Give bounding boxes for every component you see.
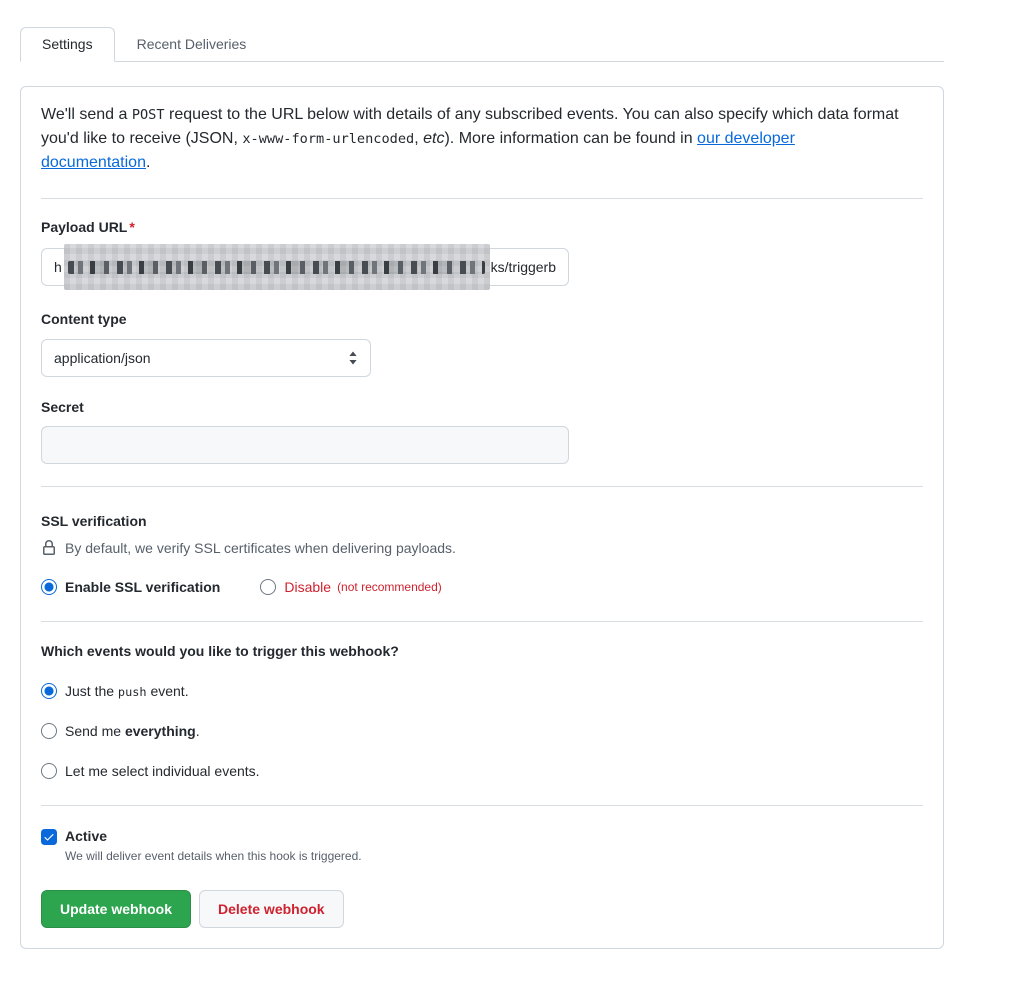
content-type-label: Content type: [41, 311, 127, 327]
tab-settings[interactable]: Settings: [20, 27, 115, 62]
everything-pre: Send me: [65, 723, 125, 739]
payload-url-label: [41, 219, 923, 235]
payload-url-visible-prefix: h: [54, 259, 62, 275]
ssl-verification-heading: SSL verification: [41, 513, 147, 529]
secret-input[interactable]: [41, 426, 569, 464]
everything-label[interactable]: [65, 723, 200, 739]
intro-etc: etc: [423, 130, 445, 147]
just-push-radio[interactable]: [41, 683, 57, 699]
intro-part2: request to the URL below with details of any subscribed events. You can also specify which data format you'd like to receive (JSON,: [41, 106, 899, 147]
events-heading: Which events would you like to trigger this webhook?: [41, 643, 399, 659]
post-code: POST: [131, 107, 165, 123]
content-type-selected-value: application/json: [54, 350, 151, 366]
everything-bold: everything: [124, 723, 196, 739]
form-actions: [41, 890, 923, 928]
secret-label: Secret: [41, 399, 84, 415]
event-option-individual: [41, 763, 923, 779]
update-webhook-button[interactable]: Update webhook: [41, 890, 191, 928]
event-option-just-push: [41, 683, 923, 699]
content-type-select[interactable]: [41, 339, 371, 377]
individual-events-radio[interactable]: [41, 763, 57, 779]
active-checkbox[interactable]: [41, 829, 57, 845]
intro-part1: We'll send a: [41, 106, 132, 123]
ssl-note-text: By default, we verify SSL certificates when delivering payloads.: [65, 540, 456, 556]
intro-part5: .: [145, 154, 151, 171]
webhook-settings-form: [20, 86, 944, 949]
disable-ssl-label[interactable]: Disable: [284, 579, 332, 595]
enable-ssl-label[interactable]: Enable SSL verification: [65, 579, 221, 595]
just-push-post: event.: [146, 683, 189, 699]
event-option-everything: [41, 723, 923, 739]
developer-documentation-link[interactable]: our developer documentation: [41, 130, 795, 171]
delete-webhook-button[interactable]: Delete webhook: [199, 890, 344, 928]
active-label[interactable]: Active: [65, 828, 108, 844]
select-caret-icon: [348, 350, 358, 366]
required-asterisk: *: [129, 219, 135, 235]
enable-ssl-radio[interactable]: [41, 579, 57, 595]
intro-part4: ). More information can be found in: [444, 130, 698, 147]
disable-ssl-note: (not recommended): [337, 580, 442, 594]
urlencoded-code: x-www-form-urlencoded: [242, 131, 415, 147]
intro-text: [41, 103, 903, 174]
divider: [41, 486, 923, 487]
events-radio-group: [41, 683, 923, 779]
tab-bar: [20, 27, 944, 62]
lock-icon: [41, 540, 57, 556]
divider: [41, 198, 923, 199]
payload-url-label-text: Payload URL: [41, 219, 128, 235]
divider: [41, 805, 923, 806]
just-push-pre: Just the: [65, 683, 118, 699]
check-icon: [43, 831, 55, 843]
ssl-note-row: [41, 540, 923, 556]
redaction-overlay: [64, 244, 490, 290]
just-push-label[interactable]: [65, 683, 189, 699]
payload-url-visible-suffix: ks/triggerb: [490, 259, 556, 275]
everything-radio[interactable]: [41, 723, 57, 739]
active-checkbox-row: [41, 828, 923, 845]
tab-recent-deliveries[interactable]: Recent Deliveries: [136, 36, 247, 52]
ssl-radio-group: [41, 579, 923, 595]
intro-part3: ,: [414, 130, 424, 147]
individual-events-label[interactable]: Let me select individual events.: [65, 763, 260, 779]
disable-ssl-radio[interactable]: [260, 579, 276, 595]
active-note: We will deliver event details when this hook is triggered.: [65, 849, 362, 863]
payload-url-input[interactable]: [41, 248, 569, 286]
divider: [41, 621, 923, 622]
push-code: push: [117, 685, 147, 699]
everything-post: .: [195, 723, 200, 739]
